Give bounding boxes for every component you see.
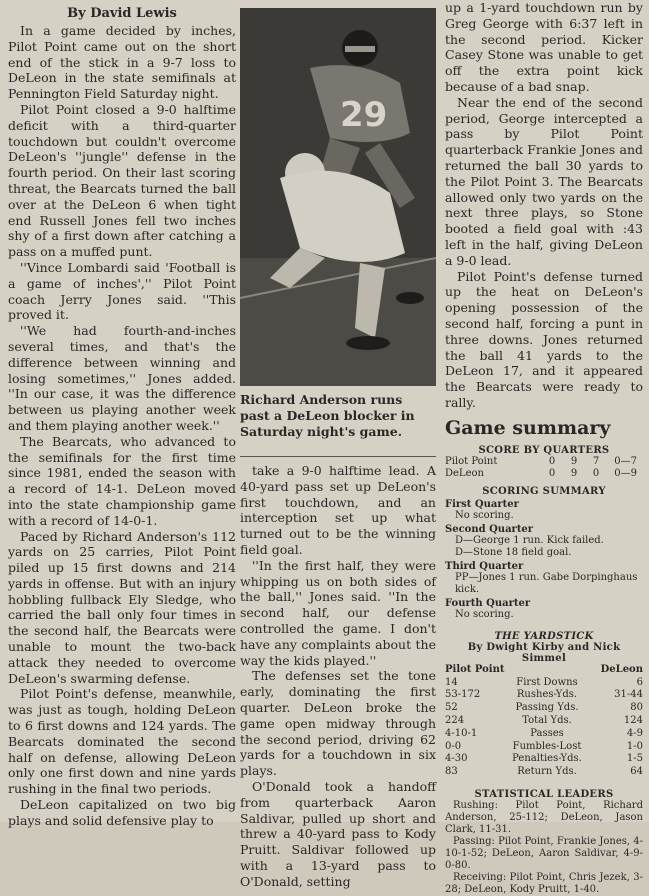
paragraph: The Bearcats, who advanced to the semifinals for the first time since 1981, ended the season with a record of 14-1. DeLeon moved into the state championship game with a record of 14-0-1. <box>8 433 236 528</box>
yardstick-byline: By Dwight Kirby and Nick Simmel <box>467 641 621 664</box>
football-players-illustration <box>240 8 436 386</box>
photo-caption: Richard Anderson runs past a DeLeon blocker in Saturday night's game. <box>240 392 415 439</box>
paragraph: Near the end of the second period, George intercepted a pass by Pilot Point quarterback Frankie Jones and returned the ball 30 yards to the Pilot Point 3. The Bearcats allowed only two yards on the next three plays, so Stone booted a field goal with :43 left in the half, giving DeLeon a 9-0 lead. <box>445 94 643 268</box>
byline: By David Lewis <box>67 6 177 21</box>
scoring-item: D—Stone 18 field goal. <box>455 546 572 558</box>
scoring-item: PP—Jones 1 run. Gabe Dorpinghaus kick. <box>455 571 638 595</box>
scoring-summary-heading: SCORING SUMMARY <box>482 485 606 497</box>
paragraph: Paced by Richard Anderson's 112 yards on 25 carries, Pilot Point piled up 15 first downs and 214 yards in offense. But with an injury hobbling fullback Ely Sledge, who carried the ball only four times in the second half, the Bearcats were unable to mount the two-back attack they needed to overcome DeLeon's swarming defense. <box>8 528 236 686</box>
article-column-2 <box>240 0 436 890</box>
stat-row: 0-0 Fumbles-Lost 1-0 <box>445 740 643 752</box>
quarter-label: Second Quarter <box>445 523 534 535</box>
paragraph: ''Vince Lombardi said 'Football is a game of inches','' Pilot Point coach Jerry Jones said. ''This proved it. <box>8 259 236 323</box>
article-column-3 <box>445 0 643 896</box>
paragraph: Pilot Point's defense, meanwhile, was just as tough, holding DeLeon to 6 first downs and 124 yards. The Bearcats dominated the second half on defense, allowing DeLeon only one first down and nine yards rushing in the final two periods. <box>8 686 236 797</box>
quarter-score: 9 <box>570 467 578 479</box>
paragraph: The defenses set the tone early, dominating the first quarter. DeLeon broke the game open midway through the second period, driving 62 yards for a touchdown in six plays. <box>240 668 436 779</box>
article-column-1 <box>8 0 236 829</box>
paragraph: In a game decided by inches, Pilot Point came out on the short end of the stick in a 9-7 loss to DeLeon in the state semifinals at Pennington Field Saturday night. <box>8 23 236 102</box>
paragraph: O'Donald took a handoff from quarterback Aaron Saldivar, pulled up short and threw a 40-yard pass to Kody Pruitt. Saldivar followed up with a 13-yard pass to O'Donald, setting <box>240 778 436 889</box>
stat-row: 83 Return Yds. 64 <box>445 766 643 778</box>
leader-line: Passing: Pilot Point, Frankie Jones, 4-10-1-52; DeLeon, Aaron Saldivar, 4-9-0-80. <box>445 835 643 871</box>
quarter-score: 7 <box>592 455 600 467</box>
game-summary-title: Game summary <box>445 416 611 439</box>
team-name: Pilot Point <box>445 455 498 467</box>
jersey-number: 29 <box>340 95 388 135</box>
yardstick-heading: THE YARDSTICK <box>494 630 594 642</box>
score-by-quarters-heading: SCORE BY QUARTERS <box>478 444 610 456</box>
paragraph: ''We had fourth-and-inches several times, and that's the difference between winning and losing sometimes,'' Jones added. ''In our case, it was the difference between us playing another week and them playing another week.'' <box>8 323 236 433</box>
divider <box>240 456 436 457</box>
paragraph: ''In the first half, they were whipping us on both sides of the ball,'' Jones said. ''In the second half, our defense controlled the game. I don't have any complaints about the way the kids played.'' <box>240 557 436 668</box>
stat-row: 4-30 Penalties-Yds. 1-5 <box>445 753 643 765</box>
paragraph: take a 9-0 halftime lead. A 40-yard pass set up DeLeon's first touchdown, and an interception set up what turned out to be the winning field goal. <box>240 463 436 557</box>
quarter-score-final: 0—9 <box>614 467 637 479</box>
score-table <box>445 456 643 480</box>
quarter-label: Third Quarter <box>445 560 524 572</box>
yardstick-header-row <box>445 664 643 677</box>
quarter-score-final: 0—7 <box>614 455 637 467</box>
paragraph: DeLeon capitalized on two big plays and solid defensive play to <box>8 797 236 828</box>
stat-row: 52 Passing Yds. 80 <box>445 702 643 714</box>
quarter-label: Fourth Quarter <box>445 597 531 609</box>
team-name: Pilot Point <box>445 663 505 675</box>
quarter-score: 0 <box>592 467 600 479</box>
stat-row: 53-172 Rushes-Yds. 31-44 <box>445 689 643 701</box>
quarter-score: 0 <box>548 455 556 467</box>
leader-line: Receiving: Pilot Point, Chris Jezek, 3-28; DeLeon, Kody Pruitt, 1-40. <box>445 871 643 895</box>
scoring-item: D—George 1 run. Kick failed. <box>455 534 604 546</box>
quarter-score: 0 <box>548 467 556 479</box>
stat-row: 224 Total Yds. 124 <box>445 714 643 726</box>
scoring-item: No scoring. <box>455 509 514 521</box>
quarter-score: 9 <box>570 455 578 467</box>
paragraph: up a 1-yard touchdown run by Greg George with 6:37 left in the second period. Kicker Casey Stone was unable to get off the extra point kick because of a bad snap. <box>445 0 643 94</box>
stat-row: 14 First Downs 6 <box>445 676 643 688</box>
leader-line: Rushing: Pilot Point, Richard Anderson, 25-112; DeLeon, Jason Clark, 11-31. <box>445 799 643 835</box>
paragraph: Pilot Point closed a 9-0 halftime deficit with a third-quarter touchdown but couldn't overcome DeLeon's ''jungle'' defense in the fourth period. On their last scoring threat, the Bearcats turned the ball over at the DeLeon 6 when tight end Russell Jones fell two inches shy of a first down after catching a pass on a muffed punt. <box>8 101 236 260</box>
score-row <box>445 456 643 468</box>
team-name: DeLeon <box>445 467 484 479</box>
paragraph: Pilot Point's defense turned up the heat on DeLeon's opening possession of the second half, forcing a punt in three downs. Jones returned the ball 41 yards to the DeLeon 17, and it appeared the Bearcats were ready to rally. <box>445 268 643 410</box>
quarter-label: First Quarter <box>445 498 519 510</box>
score-row <box>445 468 643 480</box>
scoring-item: No scoring. <box>455 608 514 620</box>
stat-row: 4-10-1 Passes 4-9 <box>445 727 643 739</box>
statistical-leaders-heading: STATISTICAL LEADERS <box>474 788 614 800</box>
team-name: DeLeon <box>600 663 643 675</box>
football-photo <box>240 8 436 386</box>
